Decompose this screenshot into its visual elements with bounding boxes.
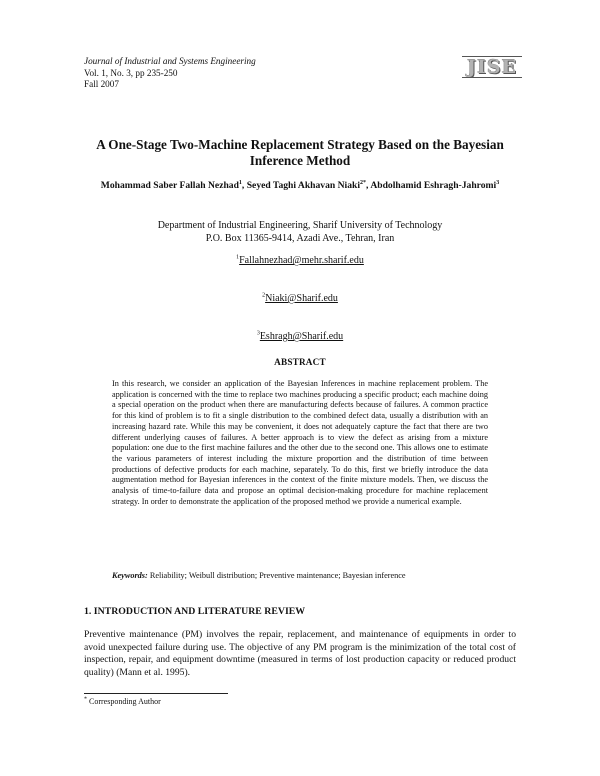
author-separator: ,	[366, 180, 371, 191]
author-name: Abdolhamid Eshragh-Jahromi	[370, 180, 497, 191]
footnote	[84, 697, 161, 706]
journal-volume: Vol. 1, No. 3, pp 235-250	[84, 67, 178, 78]
author-name: Seyed Taghi Akhavan Niaki	[246, 180, 361, 191]
affiliation-address: P.O. Box 11365-9414, Azadi Ave., Tehran, Iran	[205, 233, 395, 244]
email-link[interactable]: Fallahnezhad@mehr.sharif.edu	[239, 255, 364, 266]
email-link[interactable]: Niaki@Sharif.edu	[265, 293, 338, 304]
author-email	[84, 255, 516, 266]
jise-logo-text: JISE	[466, 56, 518, 78]
section-heading: 1. INTRODUCTION AND LITERATURE REVIEW	[84, 606, 306, 617]
keywords-line	[112, 571, 512, 580]
email-mark: 1	[236, 254, 240, 261]
affiliation-department: Department of Industrial Engineering, Sharif University of Technology	[157, 220, 443, 231]
abstract-heading: ABSTRACT	[274, 357, 326, 367]
affiliation	[84, 219, 516, 245]
paper-title: A One-Stage Two-Machine Replacement Strategy Based on the Bayesian Inference Method	[96, 137, 504, 168]
footnote-text: Corresponding Author	[89, 697, 161, 706]
email-mark: 2	[262, 292, 266, 299]
author-list	[84, 180, 516, 192]
author-mark: 1	[238, 179, 242, 186]
journal-header	[84, 56, 256, 91]
footnote-rule	[84, 693, 228, 694]
author-email	[84, 331, 516, 342]
author-separator: ,	[241, 180, 247, 191]
journal-issue-season: Fall 2007	[84, 79, 119, 90]
intro-paragraph: Preventive maintenance (PM) involves the repair, replacement, and maintenance of equipments in order to avoid unexpected failure during use. The objective of any PM program is the minimization of the total cost of inspection, repair, and equipment downtime (measured in terms of lost production capacity or reduced product quality) (Mann et al. 1995).	[84, 629, 516, 678]
author-name: Mohammad Saber Fallah Nezhad	[100, 180, 239, 191]
abstract-body: In this research, we consider an application of the Bayesian Inferences in machine replacement problem. The application is concerned with the time to replace two machines producing a specific product; each machine doing a special operation on the product when there are manufacturing defects because of failures. A common practice for this kind of problem is to fit a single distribution to the combined defect data, usually a distribution with an increasing hazard rate. While this may be convenient, it does not adequately capture the fact that there are two different underlying causes of failures. A better approach is to view the defect as arising from a mixture population: one due to the first machine failures and the other due to the second one. This allows one to estimate the various parameters of interest including the mixture proportion and the distribution of time between productions of defective products for each machine, separately. To do this, first we briefly introduce the data augmentation method for Bayesian inferences in the context of the finite mixture models. Then, we discuss the analysis of time-to-failure data and propose an optimal decision-making procedure for machine replacement strategy. In order to demonstrate the application of the proposed method we provide a numerical example.	[112, 379, 488, 506]
email-link[interactable]: Eshragh@Sharif.edu	[259, 331, 344, 342]
email-mark: 3	[256, 330, 260, 337]
author-mark: 2*	[360, 179, 367, 186]
author-mark: 3	[496, 179, 500, 186]
keywords-text: Reliability; Weibull distribution; Preventive maintenance; Bayesian inference	[149, 571, 406, 580]
journal-name: Journal of Industrial and Systems Engineering	[84, 56, 256, 66]
keywords-label: Keywords:	[112, 571, 148, 580]
jise-logo	[462, 56, 522, 78]
author-email	[84, 293, 516, 304]
footnote-mark: *	[84, 696, 87, 703]
